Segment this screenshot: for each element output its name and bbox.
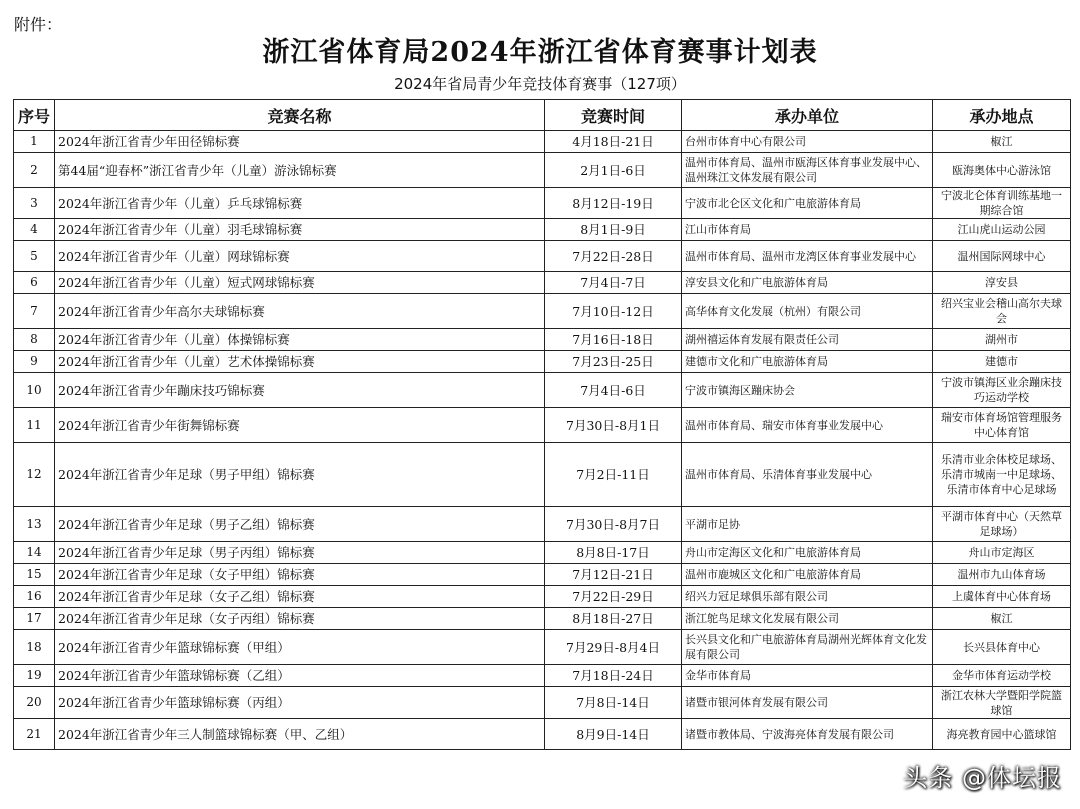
row-number: 12	[14, 443, 55, 507]
event-organizer: 湖州禧运体育发展有限责任公司	[682, 329, 933, 351]
row-number: 19	[14, 665, 55, 687]
event-name: 2024年浙江省青少年（儿童）乒乓球锦标赛	[55, 188, 545, 219]
header-time: 竞赛时间	[545, 100, 682, 131]
event-time: 7月18日-24日	[545, 665, 682, 687]
event-time: 7月23日-25日	[545, 351, 682, 373]
row-number: 2	[14, 153, 55, 188]
event-name: 2024年浙江省青少年蹦床技巧锦标赛	[55, 373, 545, 408]
table-row	[14, 507, 1071, 542]
event-organizer: 温州市体育局、瑞安市体育事业发展中心	[682, 408, 933, 443]
event-venue: 金华市体育运动学校	[933, 665, 1071, 687]
event-time: 8月1日-9日	[545, 219, 682, 241]
row-number: 21	[14, 719, 55, 750]
table-row	[14, 687, 1071, 719]
event-organizer: 浙江鸵鸟足球文化发展有限公司	[682, 608, 933, 630]
event-venue: 瓯海奥体中心游泳馆	[933, 153, 1071, 188]
row-number: 9	[14, 351, 55, 373]
event-name: 2024年浙江省青少年（儿童）短式网球锦标赛	[55, 272, 545, 294]
event-organizer: 台州市体育中心有限公司	[682, 131, 933, 153]
event-time: 8月18日-27日	[545, 608, 682, 630]
table-row	[14, 542, 1071, 564]
event-venue: 温州市九山体育场	[933, 564, 1071, 586]
row-number: 6	[14, 272, 55, 294]
event-organizer: 诸暨市银河体育发展有限公司	[682, 687, 933, 719]
event-organizer: 淳安县文化和广电旅游体育局	[682, 272, 933, 294]
event-venue: 乐清市业余体校足球场、乐清市城南一中足球场、乐清市体育中心足球场	[933, 443, 1071, 507]
event-venue: 舟山市定海区	[933, 542, 1071, 564]
event-venue: 海亮教育园中心篮球馆	[933, 719, 1071, 750]
event-name: 第44届“迎春杯”浙江省青少年（儿童）游泳锦标赛	[55, 153, 545, 188]
event-name: 2024年浙江省青少年三人制篮球锦标赛（甲、乙组）	[55, 719, 545, 750]
event-name: 2024年浙江省青少年足球（女子丙组）锦标赛	[55, 608, 545, 630]
row-number: 11	[14, 408, 55, 443]
event-venue: 江山虎山运动公园	[933, 219, 1071, 241]
attachment-label: 附件：	[14, 15, 63, 34]
event-organizer: 长兴县文化和广电旅游体育局湖州光辉体育文化发展有限公司	[682, 630, 933, 665]
row-number: 16	[14, 586, 55, 608]
event-organizer: 平湖市足协	[682, 507, 933, 542]
event-venue: 宁波北仑体育训练基地一期综合馆	[933, 188, 1071, 219]
event-organizer: 温州市鹿城区文化和广电旅游体育局	[682, 564, 933, 586]
event-venue: 长兴县体育中心	[933, 630, 1071, 665]
event-time: 7月22日-28日	[545, 241, 682, 272]
row-number: 20	[14, 687, 55, 719]
event-venue: 瑞安市体育场馆管理服务中心体育馆	[933, 408, 1071, 443]
row-number: 17	[14, 608, 55, 630]
event-time: 7月16日-18日	[545, 329, 682, 351]
table-row	[14, 408, 1071, 443]
event-name: 2024年浙江省青少年高尔夫球锦标赛	[55, 294, 545, 329]
event-organizer: 宁波市镇海区蹦床协会	[682, 373, 933, 408]
table-row	[14, 294, 1071, 329]
row-number: 5	[14, 241, 55, 272]
header-venue: 承办地点	[933, 100, 1071, 131]
event-name: 2024年浙江省青少年篮球锦标赛（丙组）	[55, 687, 545, 719]
event-organizer: 温州市体育局、温州市龙湾区体育事业发展中心	[682, 241, 933, 272]
event-organizer: 温州市体育局、乐清体育事业发展中心	[682, 443, 933, 507]
event-venue: 椒江	[933, 608, 1071, 630]
table-row	[14, 329, 1071, 351]
event-organizer: 金华市体育局	[682, 665, 933, 687]
event-venue: 上虞体育中心体育场	[933, 586, 1071, 608]
header-no: 序号	[14, 100, 55, 131]
table-row	[14, 586, 1071, 608]
row-number: 18	[14, 630, 55, 665]
table-row	[14, 153, 1071, 188]
event-name: 2024年浙江省青少年（儿童）羽毛球锦标赛	[55, 219, 545, 241]
page-title: 浙江省体育局2024年浙江省体育赛事计划表	[262, 37, 818, 68]
table-row	[14, 351, 1071, 373]
event-organizer: 温州市体育局、温州市瓯海区体育事业发展中心、温州珠江文体发展有限公司	[682, 153, 933, 188]
event-venue: 浙江农林大学暨阳学院篮球馆	[933, 687, 1071, 719]
row-number: 7	[14, 294, 55, 329]
event-name: 2024年浙江省青少年（儿童）网球锦标赛	[55, 241, 545, 272]
event-name: 2024年浙江省青少年（儿童）艺术体操锦标赛	[55, 351, 545, 373]
table-row	[14, 373, 1071, 408]
event-organizer: 建德市文化和广电旅游体育局	[682, 351, 933, 373]
table-row	[14, 241, 1071, 272]
table-row	[14, 443, 1071, 507]
event-time: 7月8日-14日	[545, 687, 682, 719]
event-venue: 椒江	[933, 131, 1071, 153]
event-venue: 湖州市	[933, 329, 1071, 351]
event-venue: 建德市	[933, 351, 1071, 373]
row-number: 3	[14, 188, 55, 219]
table-row	[14, 131, 1071, 153]
event-organizer: 高华体育文化发展（杭州）有限公司	[682, 294, 933, 329]
watermark: 头条 @体坛报	[903, 764, 1062, 792]
event-name: 2024年浙江省青少年（儿童）体操锦标赛	[55, 329, 545, 351]
table-row	[14, 219, 1071, 241]
table-header-row	[14, 100, 1071, 131]
event-time: 7月2日-11日	[545, 443, 682, 507]
table-body	[14, 131, 1071, 750]
header-organizer: 承办单位	[682, 100, 933, 131]
event-venue: 宁波市镇海区业余蹦床技巧运动学校	[933, 373, 1071, 408]
table-row	[14, 630, 1071, 665]
row-number: 4	[14, 219, 55, 241]
event-name: 2024年浙江省青少年田径锦标赛	[55, 131, 545, 153]
event-organizer: 宁波市北仑区文化和广电旅游体育局	[682, 188, 933, 219]
event-venue: 温州国际网球中心	[933, 241, 1071, 272]
events-table	[13, 99, 1071, 750]
event-time: 8月9日-14日	[545, 719, 682, 750]
table-row	[14, 272, 1071, 294]
row-number: 1	[14, 131, 55, 153]
row-number: 10	[14, 373, 55, 408]
event-time: 7月4日-7日	[545, 272, 682, 294]
event-organizer: 江山市体育局	[682, 219, 933, 241]
row-number: 13	[14, 507, 55, 542]
event-time: 4月18日-21日	[545, 131, 682, 153]
event-organizer: 舟山市定海区文化和广电旅游体育局	[682, 542, 933, 564]
table-row	[14, 665, 1071, 687]
event-name: 2024年浙江省青少年足球（女子乙组）锦标赛	[55, 586, 545, 608]
table-row	[14, 719, 1071, 750]
event-time: 7月29日-8月4日	[545, 630, 682, 665]
event-time: 7月30日-8月7日	[545, 507, 682, 542]
event-organizer: 绍兴力冠足球俱乐部有限公司	[682, 586, 933, 608]
header-name: 竞赛名称	[55, 100, 545, 131]
table-row	[14, 564, 1071, 586]
event-time: 8月12日-19日	[545, 188, 682, 219]
event-time: 7月12日-21日	[545, 564, 682, 586]
event-name: 2024年浙江省青少年足球（女子甲组）锦标赛	[55, 564, 545, 586]
event-organizer: 诸暨市教体局、宁波海亮体育发展有限公司	[682, 719, 933, 750]
event-name: 2024年浙江省青少年足球（男子甲组）锦标赛	[55, 443, 545, 507]
event-time: 2月1日-6日	[545, 153, 682, 188]
event-time: 7月10日-12日	[545, 294, 682, 329]
table-row	[14, 188, 1071, 219]
event-time: 8月8日-17日	[545, 542, 682, 564]
event-time: 7月30日-8月1日	[545, 408, 682, 443]
event-name: 2024年浙江省青少年足球（男子丙组）锦标赛	[55, 542, 545, 564]
event-venue: 平湖市体育中心（天然草足球场）	[933, 507, 1071, 542]
page-subtitle: 2024年省局青少年竞技体育赛事（127项）	[394, 75, 686, 93]
table-row	[14, 608, 1071, 630]
event-venue: 绍兴宝业会稽山高尔夫球会	[933, 294, 1071, 329]
event-name: 2024年浙江省青少年街舞锦标赛	[55, 408, 545, 443]
event-name: 2024年浙江省青少年篮球锦标赛（甲组）	[55, 630, 545, 665]
event-name: 2024年浙江省青少年足球（男子乙组）锦标赛	[55, 507, 545, 542]
event-name: 2024年浙江省青少年篮球锦标赛（乙组）	[55, 665, 545, 687]
row-number: 14	[14, 542, 55, 564]
event-venue: 淳安县	[933, 272, 1071, 294]
event-time: 7月4日-6日	[545, 373, 682, 408]
row-number: 15	[14, 564, 55, 586]
row-number: 8	[14, 329, 55, 351]
event-time: 7月22日-29日	[545, 586, 682, 608]
